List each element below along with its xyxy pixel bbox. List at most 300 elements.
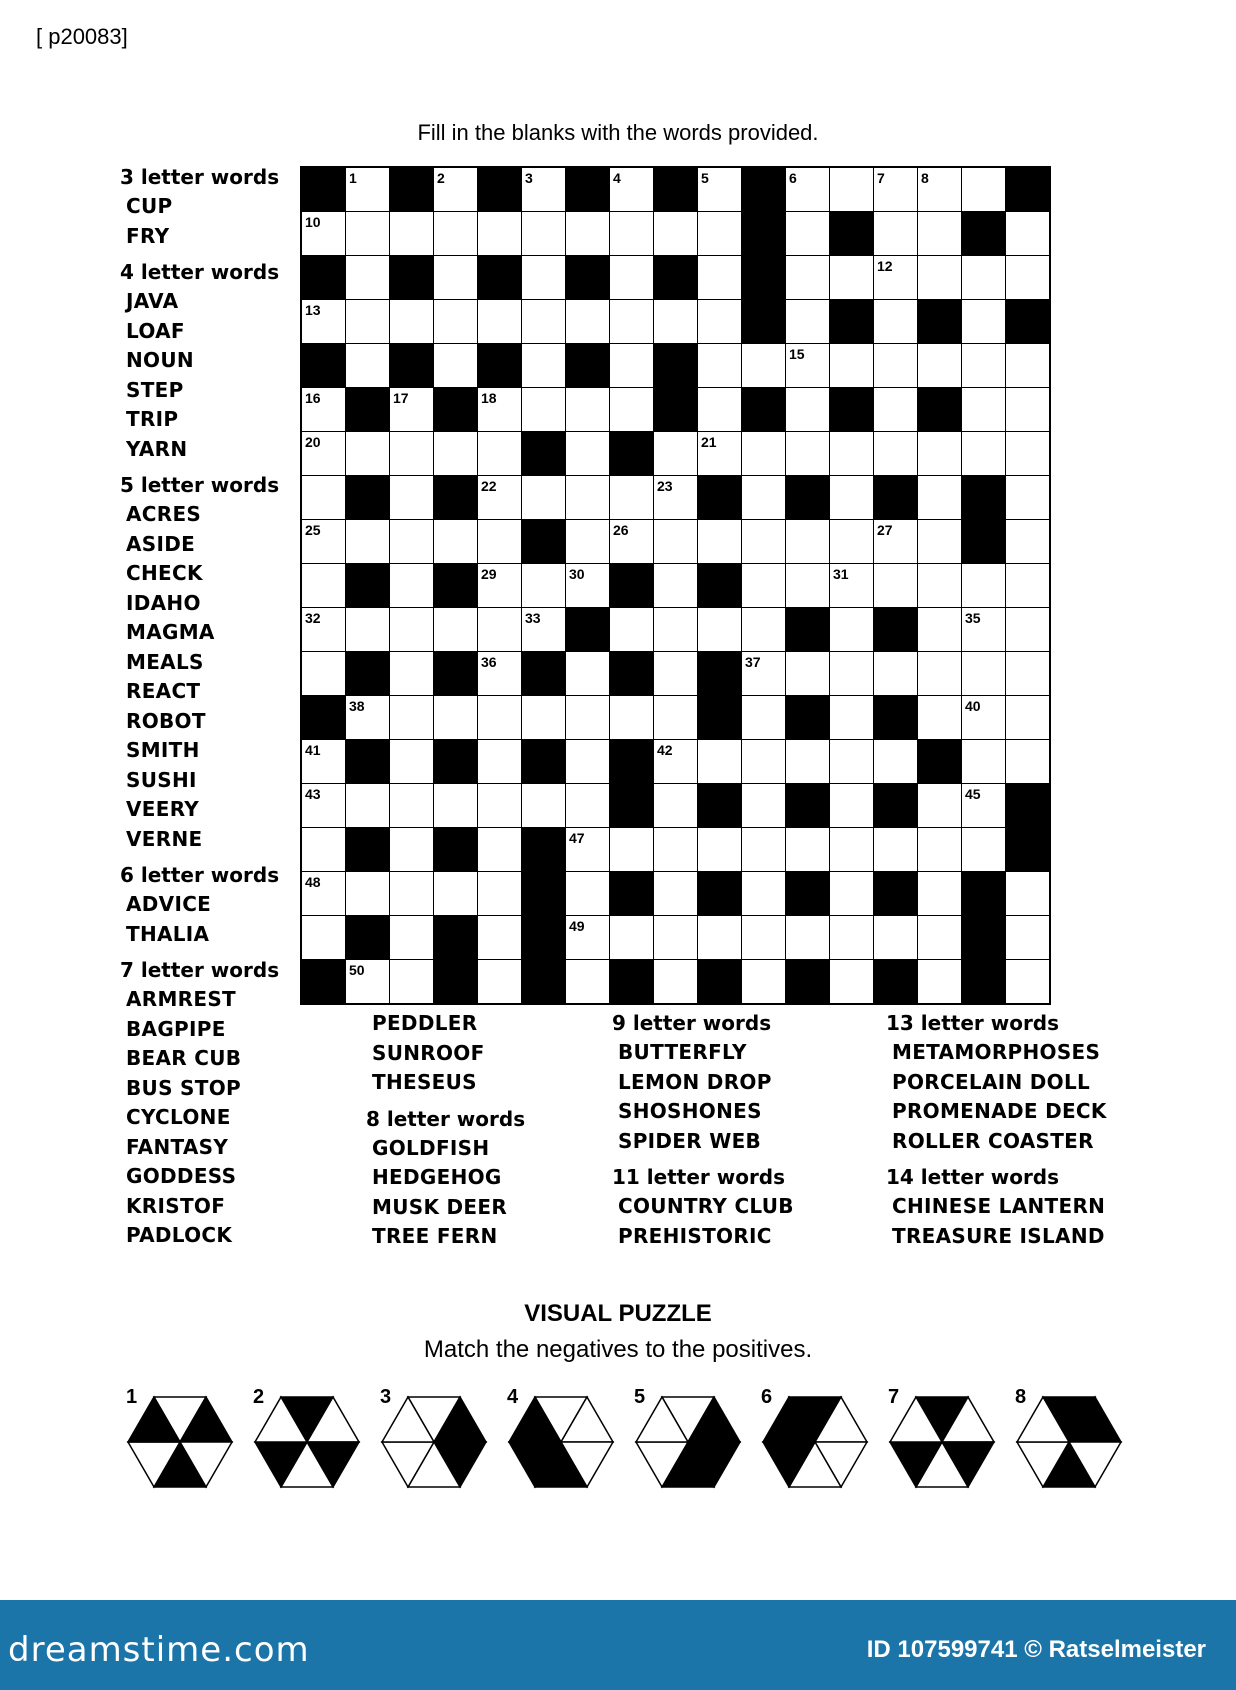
grid-cell[interactable] [1006, 256, 1049, 300]
grid-cell[interactable] [302, 564, 346, 608]
grid-cell[interactable] [918, 872, 962, 916]
grid-cell[interactable] [918, 784, 962, 828]
grid-cell[interactable] [390, 212, 434, 256]
clue-number: 50 [349, 962, 365, 978]
clue-number: 17 [393, 390, 409, 406]
grid-cell[interactable] [566, 916, 610, 960]
grid-cell[interactable] [874, 256, 918, 300]
clue-number: 37 [745, 654, 761, 670]
grid-cell[interactable] [390, 872, 434, 916]
grid-cell-black [654, 388, 698, 432]
clue-number: 4 [613, 170, 621, 186]
grid-cell[interactable] [830, 652, 874, 696]
grid-cell[interactable] [478, 696, 522, 740]
grid-cell[interactable] [346, 520, 390, 564]
word-item: CUP [126, 194, 173, 218]
grid-cell[interactable] [478, 564, 522, 608]
grid-cell[interactable] [610, 696, 654, 740]
clue-number: 32 [305, 610, 321, 626]
grid-cell[interactable] [654, 916, 698, 960]
grid-cell[interactable] [610, 168, 654, 212]
grid-cell[interactable] [742, 432, 786, 476]
grid-cell[interactable] [654, 520, 698, 564]
clue-number: 7 [877, 170, 885, 186]
word-item: STEP [126, 377, 184, 402]
grid-cell[interactable] [1006, 476, 1049, 520]
grid-cell[interactable] [742, 476, 786, 520]
word-item: MAGMA [126, 620, 215, 644]
grid-cell[interactable] [610, 256, 654, 300]
grid-cell-black [346, 828, 390, 872]
grid-cell[interactable] [610, 476, 654, 520]
grid-cell[interactable] [962, 388, 1006, 432]
grid-cell-black [434, 740, 478, 784]
grid-cell[interactable] [742, 520, 786, 564]
grid-cell-black [698, 784, 742, 828]
hexagon-item[interactable] [1007, 1380, 1127, 1490]
grid-cell[interactable] [654, 564, 698, 608]
grid-cell[interactable] [566, 388, 610, 432]
grid-cell[interactable] [1006, 652, 1049, 696]
grid-cell[interactable] [1006, 960, 1049, 1003]
grid-cell[interactable] [654, 784, 698, 828]
clue-number: 18 [481, 390, 497, 406]
grid-cell-black [522, 828, 566, 872]
grid-cell-black [874, 960, 918, 1003]
word-item: CHECK [126, 561, 203, 585]
grid-cell[interactable] [918, 652, 962, 696]
clue-number: 22 [481, 478, 497, 494]
grid-cell[interactable] [830, 168, 874, 212]
grid-cell[interactable] [698, 916, 742, 960]
grid-cell[interactable] [962, 256, 1006, 300]
clue-number: 38 [349, 698, 365, 714]
word-item: CYCLONE [126, 1105, 231, 1129]
grid-cell[interactable] [610, 300, 654, 344]
grid-cell[interactable] [434, 696, 478, 740]
grid-cell[interactable] [522, 212, 566, 256]
grid-cell[interactable] [698, 740, 742, 784]
grid-cell-black [610, 740, 654, 784]
grid-cell[interactable] [654, 432, 698, 476]
word-item: COUNTRY CLUB [618, 1194, 794, 1218]
grid-cell[interactable] [786, 916, 830, 960]
grid-cell[interactable] [302, 520, 346, 564]
grid-cell[interactable] [522, 388, 566, 432]
grid-cell[interactable] [962, 300, 1006, 344]
grid-cell[interactable] [654, 608, 698, 652]
grid-cell[interactable] [918, 476, 962, 520]
hexagon-item[interactable] [626, 1380, 746, 1490]
grid-cell[interactable] [786, 256, 830, 300]
grid-cell[interactable] [478, 652, 522, 696]
grid-cell[interactable] [830, 960, 874, 1003]
grid-cell-black [566, 256, 610, 300]
grid-cell[interactable] [698, 520, 742, 564]
word-group-heading: 14 letter words [886, 1165, 1060, 1189]
grid-cell[interactable] [742, 916, 786, 960]
hexagon-number: 5 [634, 1386, 646, 1408]
grid-cell[interactable] [962, 608, 1006, 652]
grid-cell[interactable] [522, 300, 566, 344]
grid-cell[interactable] [962, 168, 1006, 212]
grid-cell[interactable] [302, 784, 346, 828]
grid-cell[interactable] [522, 564, 566, 608]
grid-cell[interactable] [830, 344, 874, 388]
grid-cell[interactable] [434, 168, 478, 212]
grid-cell[interactable] [302, 828, 346, 872]
grid-cell[interactable] [654, 212, 698, 256]
grid-cell[interactable] [1006, 740, 1049, 784]
grid-cell[interactable] [478, 432, 522, 476]
grid-cell[interactable] [874, 916, 918, 960]
grid-cell-black [434, 960, 478, 1003]
grid-cell[interactable] [742, 828, 786, 872]
grid-cell[interactable] [654, 828, 698, 872]
grid-cell[interactable] [434, 256, 478, 300]
word-list-column-4 [886, 1008, 1107, 1251]
grid-cell[interactable] [566, 432, 610, 476]
grid-cell[interactable] [566, 696, 610, 740]
grid-cell[interactable] [786, 652, 830, 696]
grid-cell[interactable] [478, 828, 522, 872]
grid-cell[interactable] [302, 432, 346, 476]
hexagon-number: 3 [380, 1386, 392, 1408]
grid-cell[interactable] [962, 740, 1006, 784]
grid-cell[interactable] [830, 256, 874, 300]
grid-cell[interactable] [654, 872, 698, 916]
grid-cell[interactable] [698, 608, 742, 652]
grid-cell[interactable] [698, 344, 742, 388]
grid-cell[interactable] [874, 828, 918, 872]
grid-cell[interactable] [434, 608, 478, 652]
grid-cell[interactable] [786, 212, 830, 256]
grid-cell[interactable] [1006, 520, 1049, 564]
grid-cell[interactable] [434, 300, 478, 344]
grid-cell[interactable] [698, 256, 742, 300]
grid-cell[interactable] [610, 608, 654, 652]
grid-cell[interactable] [874, 344, 918, 388]
grid-cell[interactable] [654, 960, 698, 1003]
grid-cell-black [874, 608, 918, 652]
grid-cell[interactable] [566, 520, 610, 564]
grid-cell[interactable] [830, 564, 874, 608]
grid-cell-black [1006, 828, 1049, 872]
grid-cell[interactable] [478, 872, 522, 916]
clue-number: 15 [789, 346, 805, 362]
grid-cell[interactable] [522, 476, 566, 520]
grid-cell[interactable] [698, 168, 742, 212]
grid-cell[interactable] [478, 520, 522, 564]
grid-cell[interactable] [566, 872, 610, 916]
grid-cell[interactable] [874, 564, 918, 608]
grid-cell[interactable] [434, 784, 478, 828]
grid-cell[interactable] [1006, 344, 1049, 388]
grid-cell[interactable] [522, 256, 566, 300]
word-group-heading: 5 letter words [120, 473, 280, 497]
grid-cell[interactable] [874, 652, 918, 696]
grid-cell[interactable] [302, 212, 346, 256]
grid-cell[interactable] [962, 564, 1006, 608]
grid-cell[interactable] [742, 652, 786, 696]
grid-cell[interactable] [830, 520, 874, 564]
grid-cell-black [830, 300, 874, 344]
grid-cell[interactable] [786, 300, 830, 344]
hexagon-item[interactable] [245, 1380, 365, 1490]
grid-cell[interactable] [346, 168, 390, 212]
grid-cell[interactable] [830, 740, 874, 784]
grid-cell[interactable] [654, 740, 698, 784]
grid-cell[interactable] [346, 432, 390, 476]
grid-cell[interactable] [302, 916, 346, 960]
grid-cell[interactable] [390, 476, 434, 520]
grid-cell[interactable] [786, 168, 830, 212]
grid-cell[interactable] [390, 300, 434, 344]
grid-cell[interactable] [346, 300, 390, 344]
grid-cell[interactable] [698, 300, 742, 344]
grid-cell[interactable] [698, 828, 742, 872]
grid-cell[interactable] [918, 256, 962, 300]
grid-cell[interactable] [390, 432, 434, 476]
grid-cell[interactable] [478, 212, 522, 256]
grid-cell[interactable] [962, 432, 1006, 476]
grid-cell[interactable] [522, 784, 566, 828]
grid-cell[interactable] [390, 740, 434, 784]
grid-cell-black [346, 564, 390, 608]
grid-cell[interactable] [1006, 608, 1049, 652]
grid-cell[interactable] [962, 652, 1006, 696]
grid-cell[interactable] [302, 872, 346, 916]
word-item: SUNROOF [372, 1040, 485, 1065]
grid-cell[interactable] [434, 432, 478, 476]
grid-cell[interactable] [478, 300, 522, 344]
grid-cell[interactable] [742, 608, 786, 652]
clue-number: 44 [613, 786, 629, 802]
grid-cell[interactable] [1006, 432, 1049, 476]
grid-cell[interactable] [610, 344, 654, 388]
grid-cell[interactable] [566, 784, 610, 828]
grid-cell[interactable] [1006, 872, 1049, 916]
grid-cell[interactable] [478, 916, 522, 960]
clue-number: 47 [569, 830, 585, 846]
grid-cell[interactable] [346, 256, 390, 300]
clue-number: 49 [569, 918, 585, 934]
grid-cell-black [610, 564, 654, 608]
grid-cell[interactable] [742, 740, 786, 784]
grid-cell[interactable] [830, 608, 874, 652]
grid-cell[interactable] [302, 608, 346, 652]
grid-cell[interactable] [346, 212, 390, 256]
grid-cell[interactable] [610, 388, 654, 432]
grid-cell[interactable] [830, 432, 874, 476]
grid-cell[interactable] [918, 608, 962, 652]
grid-cell[interactable] [830, 872, 874, 916]
grid-cell[interactable] [390, 520, 434, 564]
grid-cell[interactable] [786, 344, 830, 388]
grid-cell[interactable] [478, 960, 522, 1003]
grid-cell[interactable] [610, 212, 654, 256]
word-list-column-3 [612, 1008, 794, 1251]
hexagon-item[interactable] [499, 1380, 619, 1490]
grid-cell[interactable] [874, 388, 918, 432]
grid-cell[interactable] [874, 300, 918, 344]
grid-cell[interactable] [434, 344, 478, 388]
grid-cell[interactable] [698, 388, 742, 432]
grid-cell[interactable] [654, 300, 698, 344]
word-item: PEDDLER [372, 1011, 478, 1035]
grid-cell[interactable] [566, 828, 610, 872]
grid-cell[interactable] [346, 960, 390, 1003]
clue-number: 39 [701, 698, 717, 714]
grid-cell[interactable] [962, 344, 1006, 388]
grid-cell[interactable] [390, 960, 434, 1003]
grid-cell[interactable] [346, 872, 390, 916]
grid-cell[interactable] [874, 168, 918, 212]
word-group-heading: 11 letter words [612, 1165, 786, 1189]
grid-cell[interactable] [390, 652, 434, 696]
grid-cell[interactable] [522, 344, 566, 388]
grid-cell[interactable] [346, 696, 390, 740]
grid-cell[interactable] [830, 916, 874, 960]
grid-cell-black [962, 960, 1006, 1003]
grid-cell[interactable] [1006, 564, 1049, 608]
grid-cell[interactable] [918, 168, 962, 212]
grid-cell[interactable] [566, 564, 610, 608]
grid-cell[interactable] [566, 300, 610, 344]
grid-cell[interactable] [390, 696, 434, 740]
grid-cell-black [566, 608, 610, 652]
grid-cell[interactable] [302, 652, 346, 696]
grid-cell-black [346, 652, 390, 696]
grid-cell-black [786, 960, 830, 1003]
grid-cell[interactable] [302, 740, 346, 784]
grid-cell[interactable] [654, 696, 698, 740]
grid-cell[interactable] [346, 784, 390, 828]
grid-cell[interactable] [786, 740, 830, 784]
grid-cell[interactable] [566, 960, 610, 1003]
grid-cell[interactable] [742, 564, 786, 608]
grid-cell[interactable] [830, 828, 874, 872]
grid-cell[interactable] [1006, 388, 1049, 432]
grid-cell[interactable] [918, 960, 962, 1003]
grid-cell[interactable] [874, 520, 918, 564]
grid-cell[interactable] [918, 696, 962, 740]
hexagon-item[interactable] [372, 1380, 492, 1490]
grid-cell[interactable] [742, 784, 786, 828]
grid-cell[interactable] [874, 212, 918, 256]
grid-cell[interactable] [390, 784, 434, 828]
word-group-heading: 6 letter words [120, 863, 280, 887]
grid-cell[interactable] [830, 476, 874, 520]
grid-cell[interactable] [962, 696, 1006, 740]
grid-cell[interactable] [786, 432, 830, 476]
grid-cell[interactable] [522, 696, 566, 740]
grid-cell[interactable] [742, 960, 786, 1003]
grid-cell[interactable] [962, 784, 1006, 828]
clue-number: 8 [921, 170, 929, 186]
grid-cell[interactable] [390, 388, 434, 432]
hexagon-number: 7 [888, 1386, 900, 1408]
grid-cell[interactable] [346, 344, 390, 388]
grid-cell[interactable] [742, 344, 786, 388]
grid-cell[interactable] [830, 784, 874, 828]
word-item: GOLDFISH [372, 1135, 490, 1160]
grid-cell[interactable] [478, 608, 522, 652]
grid-cell[interactable] [962, 828, 1006, 872]
grid-cell[interactable] [918, 212, 962, 256]
grid-cell[interactable] [786, 564, 830, 608]
grid-cell-black [874, 476, 918, 520]
grid-cell[interactable] [566, 212, 610, 256]
grid-cell[interactable] [1006, 696, 1049, 740]
grid-cell[interactable] [874, 432, 918, 476]
hexagon-item[interactable] [880, 1380, 1000, 1490]
grid-cell[interactable] [918, 432, 962, 476]
grid-cell[interactable] [434, 872, 478, 916]
grid-cell-black [390, 256, 434, 300]
grid-cell[interactable] [302, 300, 346, 344]
grid-cell[interactable] [478, 476, 522, 520]
grid-cell[interactable] [522, 608, 566, 652]
grid-cell[interactable] [478, 740, 522, 784]
word-group-heading: 3 letter words [120, 165, 280, 189]
grid-cell[interactable] [566, 740, 610, 784]
grid-cell[interactable] [698, 432, 742, 476]
grid-cell[interactable] [610, 520, 654, 564]
grid-cell[interactable] [390, 608, 434, 652]
grid-cell[interactable] [918, 344, 962, 388]
grid-cell[interactable] [478, 784, 522, 828]
grid-cell[interactable] [918, 916, 962, 960]
grid-cell[interactable] [874, 740, 918, 784]
grid-cell[interactable] [522, 168, 566, 212]
word-item: ACRES [126, 502, 202, 526]
grid-cell[interactable] [654, 476, 698, 520]
grid-cell[interactable] [698, 212, 742, 256]
grid-cell[interactable] [786, 388, 830, 432]
grid-cell[interactable] [566, 652, 610, 696]
grid-cell[interactable] [918, 520, 962, 564]
grid-cell[interactable] [654, 652, 698, 696]
word-item: VEERY [126, 797, 200, 821]
grid-cell[interactable] [434, 212, 478, 256]
hexagon-item[interactable] [118, 1380, 238, 1490]
grid-cell[interactable] [1006, 212, 1049, 256]
grid-cell[interactable] [1006, 916, 1049, 960]
grid-cell[interactable] [346, 608, 390, 652]
grid-cell[interactable] [742, 872, 786, 916]
grid-cell[interactable] [918, 828, 962, 872]
hexagon-item[interactable] [753, 1380, 873, 1490]
grid-cell[interactable] [918, 564, 962, 608]
grid-cell[interactable] [610, 828, 654, 872]
grid-cell[interactable] [302, 388, 346, 432]
grid-cell[interactable] [830, 696, 874, 740]
grid-cell[interactable] [610, 916, 654, 960]
grid-cell-black [962, 872, 1006, 916]
grid-cell[interactable] [786, 520, 830, 564]
grid-cell[interactable] [390, 916, 434, 960]
grid-cell[interactable] [390, 564, 434, 608]
grid-cell[interactable] [742, 696, 786, 740]
grid-cell[interactable] [302, 476, 346, 520]
grid-cell-black [962, 916, 1006, 960]
grid-cell[interactable] [566, 476, 610, 520]
grid-cell[interactable] [478, 388, 522, 432]
grid-cell[interactable] [390, 828, 434, 872]
grid-cell[interactable] [434, 520, 478, 564]
grid-cell[interactable] [786, 828, 830, 872]
